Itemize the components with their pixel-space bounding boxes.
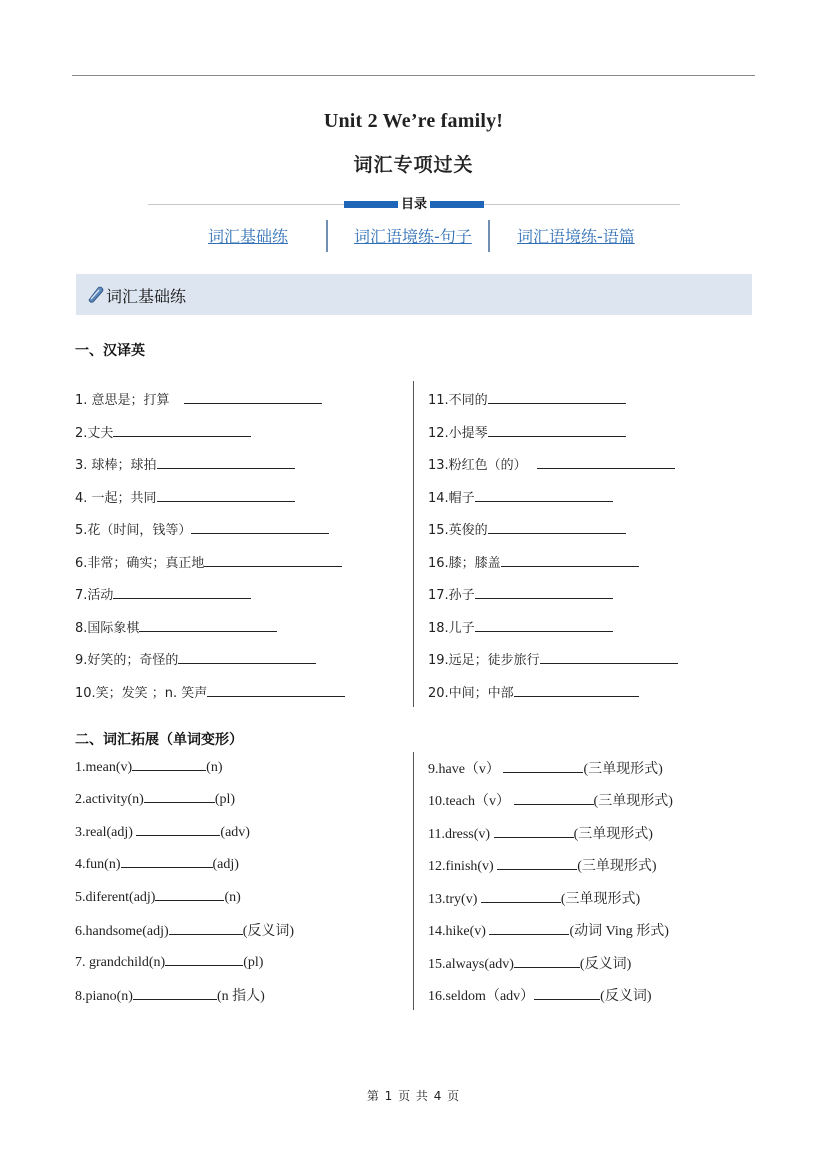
answer-blank[interactable] (169, 922, 243, 935)
answer-blank[interactable] (165, 953, 243, 966)
answer-blank[interactable] (157, 456, 295, 469)
list-item: 13.粉红色（的） (428, 454, 675, 473)
answer-blank[interactable] (204, 554, 342, 567)
answer-blank[interactable] (139, 619, 277, 632)
answer-blank[interactable] (488, 391, 626, 404)
answer-blank[interactable] (489, 922, 569, 935)
toc-bar-right (428, 201, 484, 208)
answer-blank[interactable] (113, 424, 251, 437)
list-item: 7.活动 (75, 584, 251, 603)
page-subtitle: 词汇专项过关 (353, 154, 474, 176)
list-item: 14.hike(v) (动词 Ving 形式) (428, 924, 669, 939)
answer-blank[interactable] (113, 586, 251, 599)
pencil-icon (86, 284, 106, 304)
list-item: 5.diferent(adj) (n) (75, 890, 241, 905)
answer-blank[interactable] (540, 651, 678, 664)
list-item: 5.花（时间，钱等） (75, 519, 329, 538)
header-rule (72, 75, 755, 76)
list-item: 17.孙子 (428, 584, 613, 603)
answer-blank[interactable] (501, 554, 639, 567)
list-item: 11.dress(v) (三单现形式) (428, 827, 653, 842)
list-item: 2.activity(n) (pl) (75, 792, 236, 807)
list-item: 19.远足；徒步旅行 (428, 649, 678, 668)
answer-blank[interactable] (475, 586, 613, 599)
answer-blank[interactable] (184, 391, 322, 404)
toc-separator (488, 220, 490, 252)
answer-blank[interactable] (191, 521, 329, 534)
list-item: 12.小提琴 (428, 422, 626, 441)
list-item: 3.real(adj) (adv) (75, 825, 250, 840)
list-item: 4.fun(n) (adj) (75, 857, 239, 872)
section-band (76, 274, 752, 315)
answer-blank[interactable] (121, 855, 213, 868)
list-item: 9.have（v） (三单现形式) (428, 762, 663, 777)
part1-heading: 一、汉译英 (75, 343, 145, 359)
answer-blank[interactable] (475, 619, 613, 632)
toc-separator (326, 220, 328, 252)
answer-blank[interactable] (155, 888, 224, 901)
list-item: 16.seldom（adv） (反义词) (428, 989, 652, 1004)
toc-link-passage[interactable]: 词汇语境练-语篇 (517, 227, 635, 246)
list-item: 13.try(v) (三单现形式) (428, 892, 641, 907)
list-item: 14.帽子 (428, 487, 613, 506)
answer-blank[interactable] (475, 489, 613, 502)
answer-blank[interactable] (178, 651, 316, 664)
answer-blank[interactable] (144, 790, 215, 803)
toc-link-sentence[interactable]: 词汇语境练-句子 (354, 227, 472, 246)
list-item: 4. 一起；共同 (75, 487, 295, 506)
answer-blank[interactable] (488, 424, 626, 437)
toc-link-basic[interactable]: 词汇基础练 (208, 227, 289, 246)
list-item: 18.儿子 (428, 617, 613, 636)
part2-column-divider (413, 752, 414, 1010)
list-item: 20.中间；中部 (428, 682, 639, 701)
answer-blank[interactable] (503, 760, 583, 773)
page-footer: 第 1 页 共 4 页 (366, 1089, 461, 1103)
answer-blank[interactable] (488, 521, 626, 534)
list-item: 1.mean(v) (n) (75, 760, 223, 775)
list-item: 7. grandchild(n) (pl) (75, 955, 264, 970)
list-item: 9.好笑的；奇怪的 (75, 649, 316, 668)
answer-blank[interactable] (534, 987, 600, 1000)
list-item: 10.teach（v） (三单现形式) (428, 794, 673, 809)
answer-blank[interactable] (132, 758, 206, 771)
answer-blank[interactable] (514, 684, 639, 697)
list-item: 11.不同的 (428, 389, 626, 408)
section-band-label: 词汇基础练 (106, 287, 187, 306)
answer-blank[interactable] (514, 955, 580, 968)
list-item: 12.finish(v) (三单现形式) (428, 859, 657, 874)
answer-blank[interactable] (136, 823, 220, 836)
answer-blank[interactable] (494, 825, 574, 838)
list-item: 2.丈夫 (75, 422, 251, 441)
answer-blank[interactable] (537, 456, 675, 469)
list-item: 3. 球棒；球拍 (75, 454, 295, 473)
part2-heading: 二、词汇拓展（单词变形） (75, 732, 243, 748)
answer-blank[interactable] (514, 792, 594, 805)
answer-blank[interactable] (157, 489, 295, 502)
answer-blank[interactable] (481, 890, 561, 903)
list-item: 1. 意思是；打算 (75, 389, 322, 408)
list-item: 16.膝；膝盖 (428, 552, 639, 571)
toc-links (0, 220, 827, 252)
answer-blank[interactable] (133, 987, 217, 1000)
list-item: 6.handsome(adj) (反义词) (75, 924, 295, 939)
toc-label: 目录 (398, 193, 430, 212)
answer-blank[interactable] (207, 684, 345, 697)
toc-bar-left (344, 201, 400, 208)
answer-blank[interactable] (497, 857, 577, 870)
list-item: 8.国际象棋 (75, 617, 277, 636)
list-item: 6.非常；确实；真正地 (75, 552, 342, 571)
list-item: 15.always(adv) (反义词) (428, 957, 632, 972)
page-title: Unit 2 We’re family! (323, 110, 504, 132)
part1-column-divider (413, 381, 414, 707)
list-item: 10.笑；发笑 ；n. 笑声 (75, 682, 345, 701)
list-item: 8.piano(n) (n 指人) (75, 989, 265, 1004)
list-item: 15.英俊的 (428, 519, 626, 538)
